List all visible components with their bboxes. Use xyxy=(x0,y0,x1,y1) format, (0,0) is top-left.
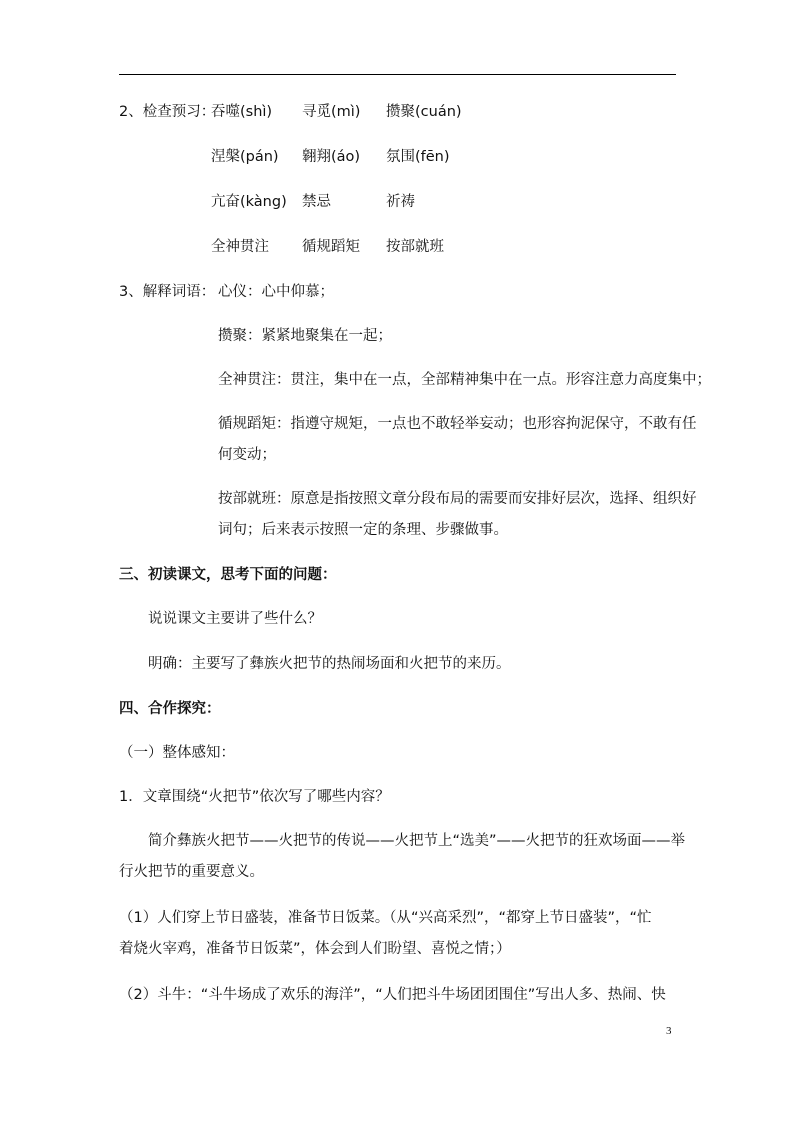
vocab-item: 循规蹈矩：指遵守规矩，一点也不敢轻举妄动；也形容拘泥保守，不敢有任 xyxy=(218,416,697,432)
preview-word: 寻觅(mì) xyxy=(302,104,361,120)
vocab-item: 全神贯注：贯注，集中在一点，全部精神集中在一点。形容注意力高度集中； xyxy=(218,372,711,388)
question: 1．文章围绕“火把节”依次写了哪些内容？ xyxy=(119,789,390,805)
vocab-label: 3、解释词语： xyxy=(119,284,216,300)
section-heading: 四、合作探究： xyxy=(119,701,221,717)
page-number: 3 xyxy=(666,1025,672,1037)
preview-word: 亢奋(kàng) xyxy=(211,194,287,210)
preview-word: 翱翔(áo) xyxy=(302,149,361,165)
header-rule xyxy=(119,74,676,75)
vocab-item: 攒聚：紧紧地聚集在一起； xyxy=(218,328,392,344)
answer-paragraph: 简介彝族火把节——火把节的传说——火把节上“选美”——火把节的狂欢场面——举 xyxy=(148,833,686,849)
vocab-item: 心仪：心中仰慕； xyxy=(218,284,334,300)
preview-word: 全神贯注 xyxy=(211,239,269,255)
preview-word: 涅槃(pán) xyxy=(211,149,279,165)
preview-word: 循规蹈矩 xyxy=(302,239,360,255)
question: 说说课文主要讲了些什么？ xyxy=(148,611,322,627)
point-paragraph-cont: 着烧火宰鸡，准备节日饭菜”，体会到人们盼望、喜悦之情；） xyxy=(119,941,511,957)
preview-word: 禁忌 xyxy=(302,194,331,210)
vocab-item-cont: 何变动； xyxy=(218,447,276,463)
section-heading: 三、初读课文，思考下面的问题： xyxy=(119,567,337,583)
preview-word: 按部就班 xyxy=(386,239,444,255)
answer: 明确：主要写了彝族火把节的热闹场面和火把节的来历。 xyxy=(148,656,511,672)
vocab-item-cont: 词句；后来表示按照一定的条理、步骤做事。 xyxy=(218,522,508,538)
preview-label: 2、检查预习： xyxy=(119,104,216,120)
preview-word: 祈祷 xyxy=(386,194,415,210)
point-paragraph: （1）人们穿上节日盛装，准备节日饭菜。（从“兴高采烈”，“都穿上节日盛装”，“忙 xyxy=(119,910,652,926)
answer-paragraph-cont: 行火把节的重要意义。 xyxy=(119,864,264,880)
vocab-item: 按部就班：原意是指按照文章分段布局的需要而安排好层次，选择、组织好 xyxy=(218,491,697,507)
subsection-heading: （一）整体感知： xyxy=(119,745,235,761)
preview-word: 攒聚(cuán) xyxy=(386,104,462,120)
preview-word: 氛围(fēn) xyxy=(386,149,450,165)
point-paragraph: （2）斗牛：“斗牛场成了欢乐的海洋”，“人们把斗牛场团团围住”写出人多、热闹、快 xyxy=(119,987,666,1003)
preview-word: 吞噬(shì) xyxy=(211,104,273,120)
